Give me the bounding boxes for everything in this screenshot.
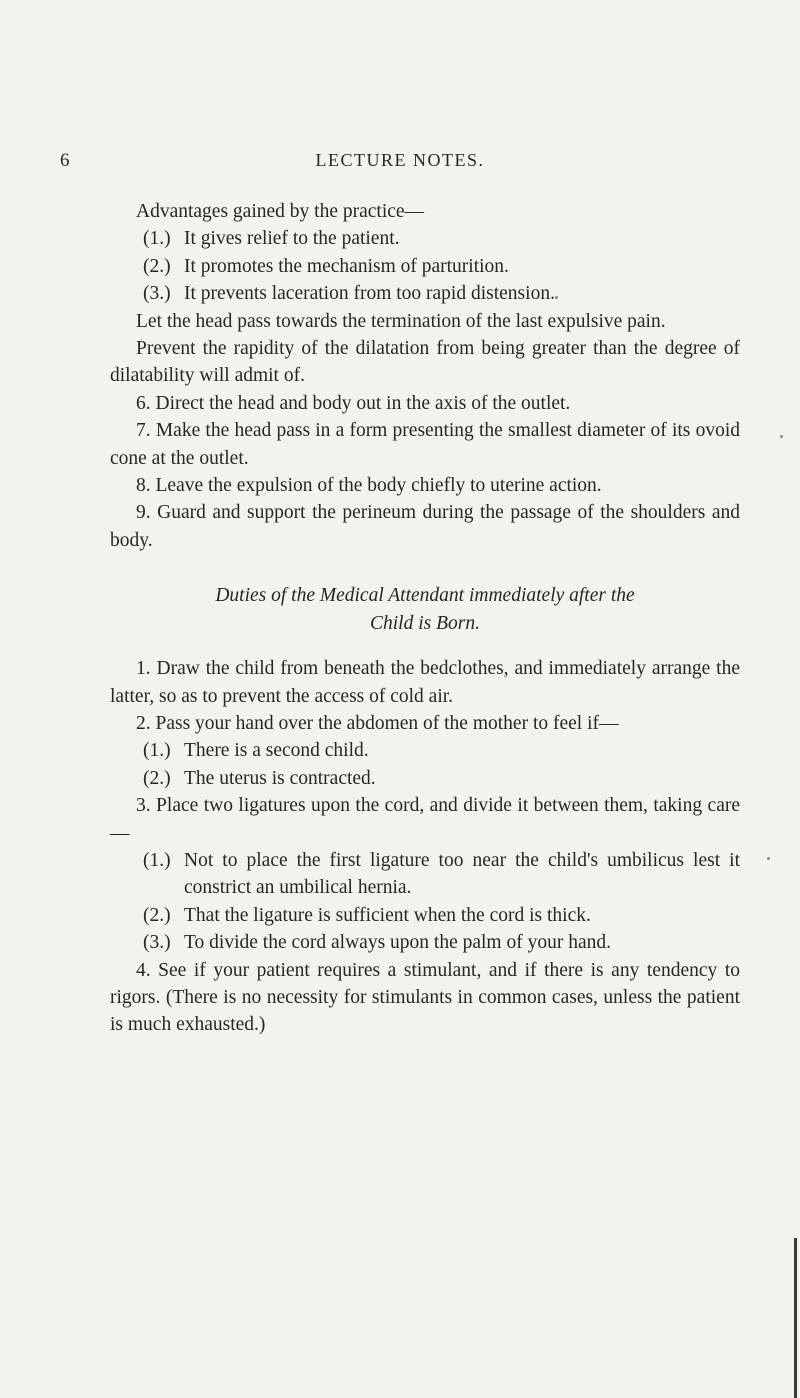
- list-item: (2.) The uterus is contracted.: [143, 767, 376, 789]
- speck: [780, 435, 783, 438]
- list-item: (2.) That the ligature is sufficient when the cord is thick.: [143, 904, 591, 926]
- advantage-item: (1.) It gives relief to the patient.: [143, 228, 400, 250]
- speck: [555, 296, 558, 299]
- page-number: 6: [60, 150, 71, 171]
- paragraph: 3. Place two ligatures upon the cord, and divide it between them, taking care—: [110, 795, 740, 844]
- paragraph: 2. Pass your hand over the abdomen of the mother to feel if—: [136, 712, 619, 734]
- paragraph: 4. See if your patient requires a stimulant, and if there is any tendency to rigors. (There is no necessity for stimulants in common cases, unless the patient is much exhausted.): [110, 959, 740, 1036]
- advantage-item: (3.) It prevents laceration from too rapid distension.: [143, 283, 555, 305]
- page-body: [110, 198, 740, 1039]
- advantage-item: (2.) It promotes the mechanism of parturition.: [143, 255, 509, 277]
- list-item: (3.) To divide the cord always upon the palm of your hand.: [143, 932, 611, 954]
- page-header: [60, 150, 740, 176]
- paragraph: 6. Direct the head and body out in the axis of the outlet.: [136, 392, 571, 414]
- list-item: (1.) There is a second child.: [143, 740, 369, 762]
- speck: [767, 857, 770, 860]
- running-head: LECTURE NOTES.: [315, 150, 485, 170]
- paragraph: 8. Leave the expulsion of the body chiefly to uterine action.: [136, 475, 602, 497]
- advantages-heading: Advantages gained by the practice—: [136, 201, 425, 222]
- paragraph: 1. Draw the child from beneath the bedclothes, and immediately arrange the latter, so as to prevent the access of cold air.: [110, 658, 740, 707]
- paragraph: Let the head pass towards the termination of the last expulsive pain.: [136, 310, 666, 332]
- list-item: (1.) Not to place the first ligature too near the child's umbilicus lest it constrict an umbilical hernia.: [143, 849, 740, 899]
- page-edge-line: [794, 1238, 797, 1398]
- paragraph: 7. Make the head pass in a form presenting the smallest diameter of its ovoid cone at the outlet.: [110, 420, 740, 469]
- paragraph: Prevent the rapidity of the dilatation from being greater than the degree of dilatability will admit of.: [110, 338, 740, 387]
- paragraph: 9. Guard and support the perineum during the passage of the shoulders and body.: [110, 502, 740, 551]
- section-heading: Duties of the Medical Attendant immediately after the Child is Born.: [215, 585, 635, 634]
